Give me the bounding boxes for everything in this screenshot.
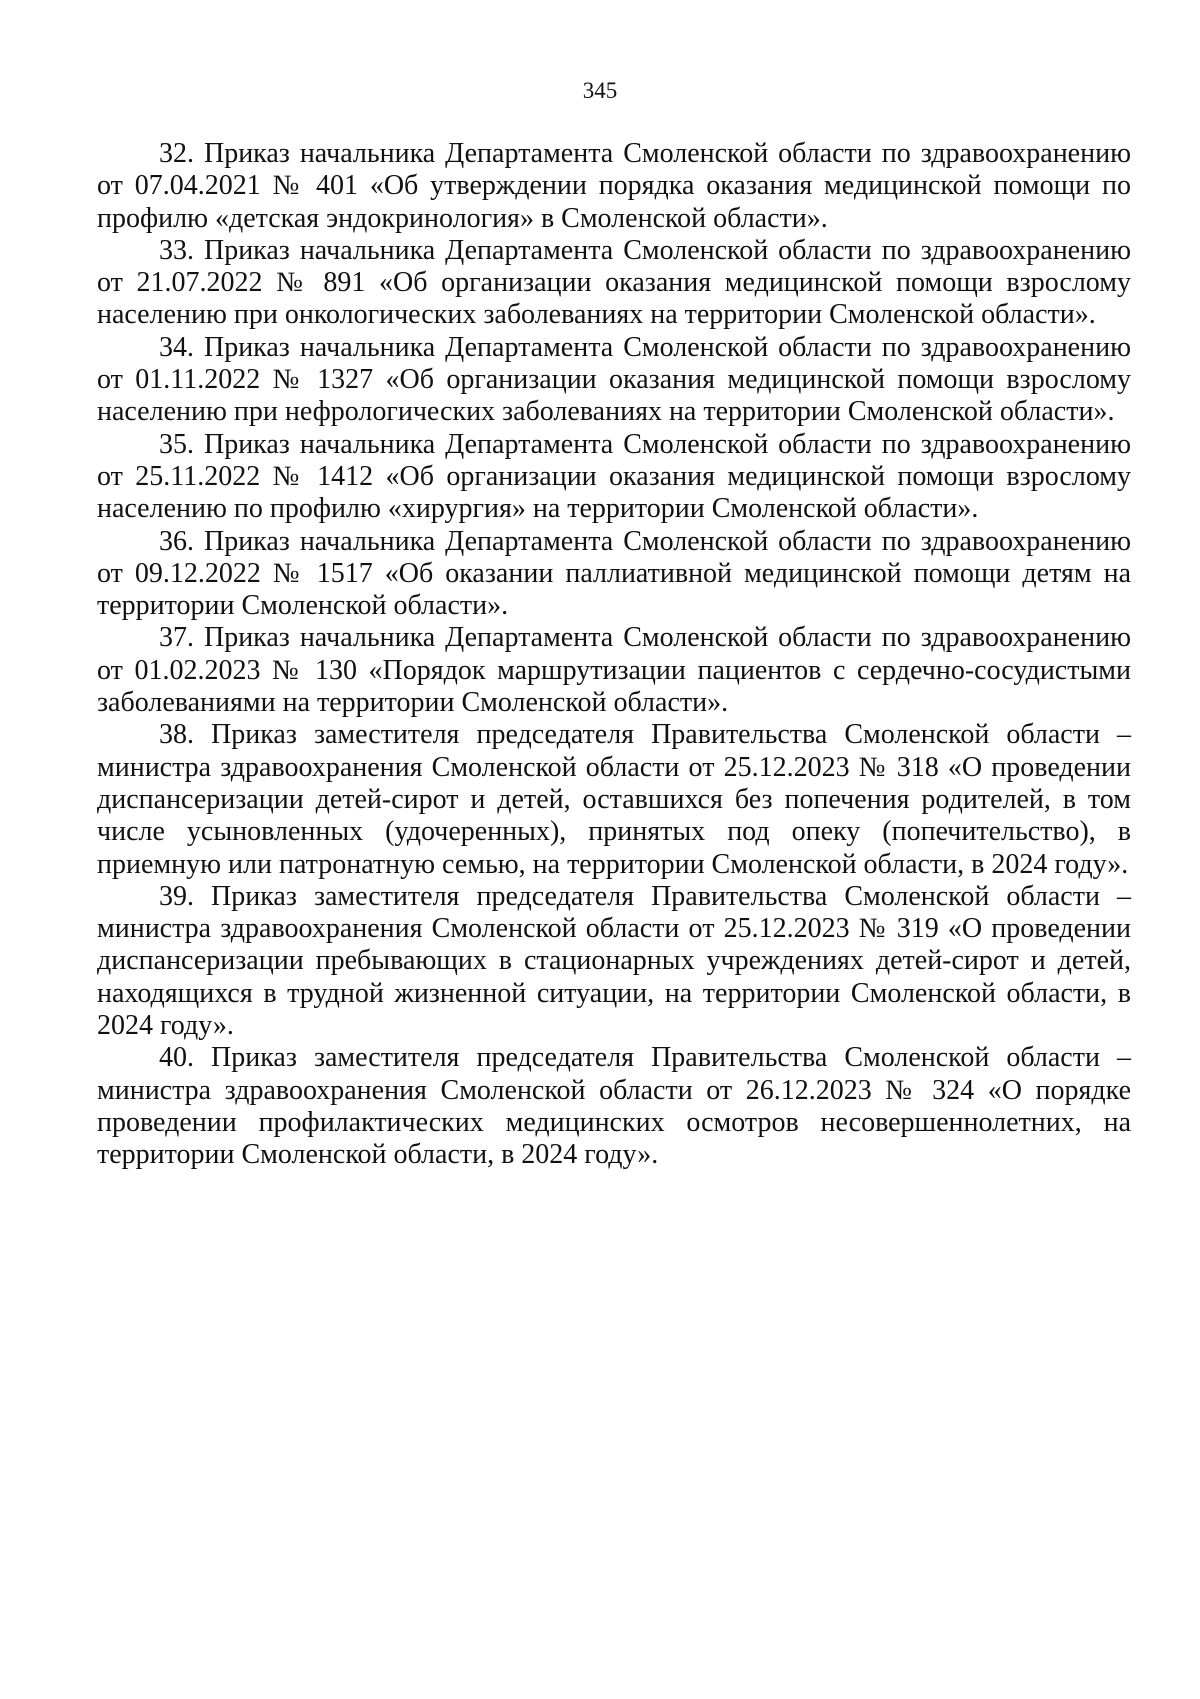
- document-body: [97, 138, 1131, 1172]
- list-item: [97, 526, 1131, 623]
- list-item: [97, 332, 1131, 429]
- item-number: 37.: [159, 622, 194, 654]
- item-number: 36.: [159, 525, 194, 557]
- item-number: 35.: [159, 428, 194, 460]
- item-text: Приказ начальника Департамента Смоленской области по здравоохранению от 25.11.2022 № 1412 «Об организации оказания медицинской помощи взрослому населению по профилю «хирургия» на территории Смоленской области».: [97, 428, 1131, 525]
- item-text: Приказ начальника Департамента Смоленской области по здравоохранению от 01.11.2022 № 1327 «Об организации оказания медицинской помощи взрослому населению при нефрологических заболеваниях на территории Смоленской области».: [97, 331, 1131, 428]
- list-item: [97, 1042, 1131, 1171]
- list-item: [97, 429, 1131, 526]
- list-item: [97, 235, 1131, 332]
- item-number: 32.: [159, 138, 194, 169]
- item-text: Приказ начальника Департамента Смоленской области по здравоохранению от 07.04.2021 № 401 «Об утверждении порядка оказания медицинской помощи по профилю «детская эндокринология» в Смоленской области».: [97, 138, 1131, 234]
- item-number: 38.: [159, 719, 194, 751]
- item-number: 40.: [159, 1042, 194, 1074]
- item-number: 33.: [159, 234, 194, 266]
- item-text: Приказ начальника Департамента Смоленской области по здравоохранению от 09.12.2022 № 1517 «Об оказании паллиативной медицинской помощи детям на территории Смоленской области».: [97, 525, 1131, 622]
- item-text: Приказ заместителя председателя Правительства Смоленской области – министра здравоохранения Смоленской области от 25.12.2023 № 318 «О проведении диспансеризации детей-сирот и детей, оставшихся без попечения родителей, в том числе усыновленных (удочеренных), принятых под опеку (попечительство), в приемную или патронатную семью, на территории Смоленской области, в 2024 году».: [97, 719, 1131, 880]
- item-text: Приказ заместителя председателя Правительства Смоленской области – министра здравоохранения Смоленской области от 25.12.2023 № 319 «О проведении диспансеризации пребывающих в стационарных учреждениях детей-сирот и детей, находящихся в трудной жизненной ситуации, на территории Смоленской области, в 2024 году».: [97, 880, 1131, 1042]
- list-item: [97, 881, 1131, 1042]
- list-item: [97, 622, 1131, 719]
- list-item: [97, 138, 1131, 235]
- item-number: 34.: [159, 331, 194, 363]
- item-text: Приказ начальника Департамента Смоленской области по здравоохранению от 21.07.2022 № 891 «Об организации оказания медицинской помощи взрослому населению при онкологических заболеваниях на территории Смоленской области».: [97, 234, 1131, 331]
- item-number: 39.: [159, 880, 194, 912]
- item-text: Приказ заместителя председателя Правительства Смоленской области – министра здравоохранения Смоленской области от 26.12.2023 № 324 «О порядке проведении профилактических медицинских осмотров несовершеннолетних, на территории Смоленской области, в 2024 году».: [97, 1042, 1131, 1171]
- list-item: [97, 719, 1131, 880]
- item-text: Приказ начальника Департамента Смоленской области по здравоохранению от 01.02.2023 № 130 «Порядок маршрутизации пациентов с сердечно-сосудистыми заболеваниями на территории Смоленской области».: [97, 622, 1131, 719]
- page-number: 345: [582, 78, 618, 103]
